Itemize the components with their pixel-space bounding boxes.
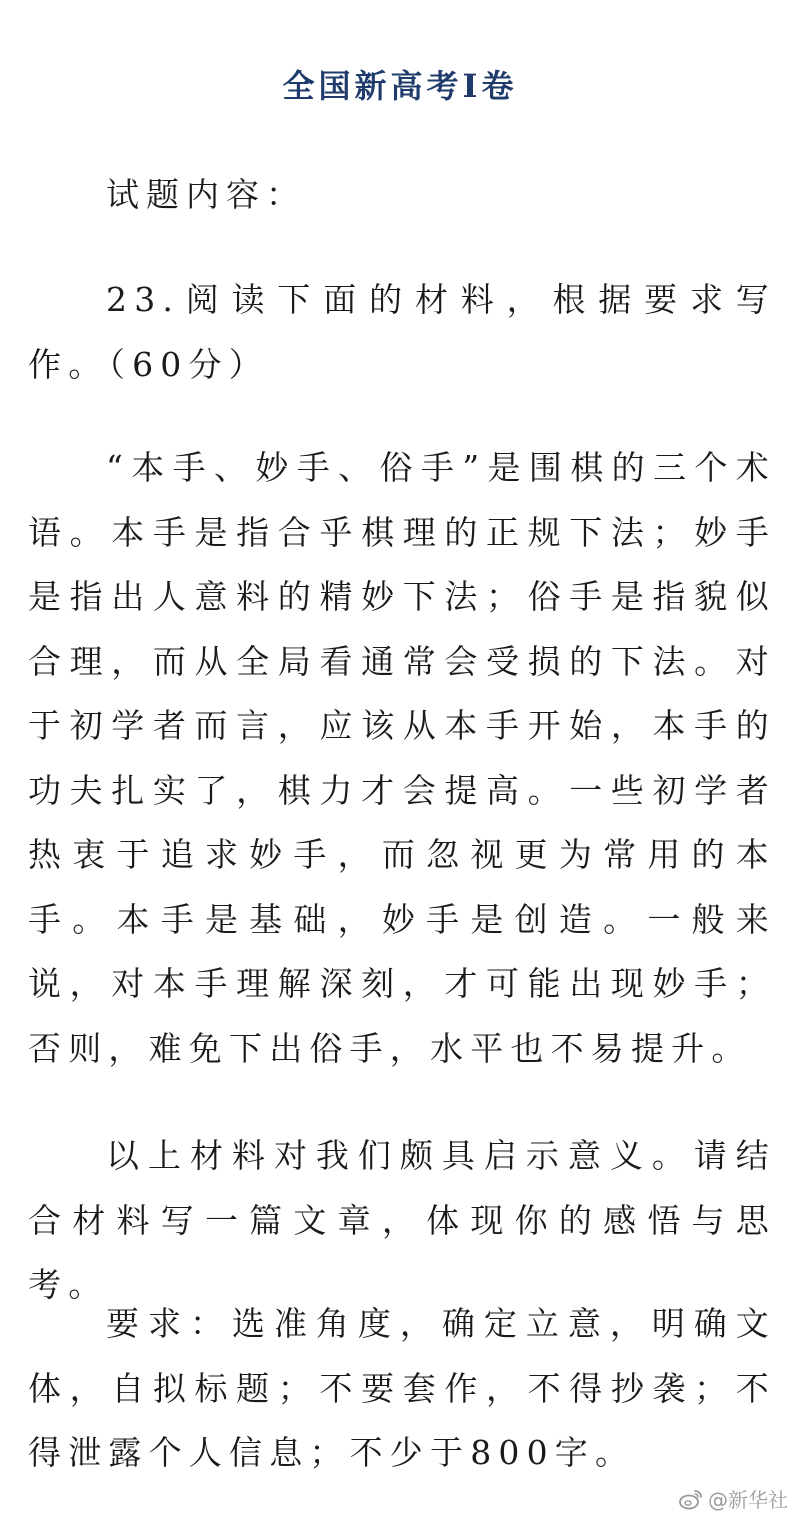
watermark-text: @新华社 — [708, 1488, 788, 1512]
watermark — [678, 1484, 788, 1513]
task-paragraph: 以上材料对我们颇具启示意义。请结合材料写一篇文章，体现你的感悟与思考。 — [28, 1136, 776, 1304]
material-paragraph: “本手、妙手、俗手”是围棋的三个术语。本手是指合乎棋理的正规下法；妙手是指出人意料的精妙下法；俗手是指貌似合理，而从全局看通常会受损的下法。对于初学者而言，应该从本手开始，本手的功夫扎实了，棋力才会提高。一些初学者热衷于追求妙手，而忽视更为常用的本手。本手是基础，妙手是创造。一般来说，对本手理解深刻，才可能出现妙手；否则，难免下出俗手，水平也不易提升。 — [28, 448, 776, 1068]
question-prompt: 23.阅读下面的材料，根据要求写作。（60分） — [28, 280, 776, 384]
page-title: 全国新高考Ⅰ卷 — [282, 67, 518, 105]
weibo-icon — [678, 1488, 704, 1510]
requirements-paragraph: 要求：选准角度，确定立意，明确文体，自拟标题；不要套作，不得抄袭；不得泄露个人信息；不少于800字。 — [28, 1304, 776, 1472]
section-label: 试题内容： — [106, 175, 306, 214]
